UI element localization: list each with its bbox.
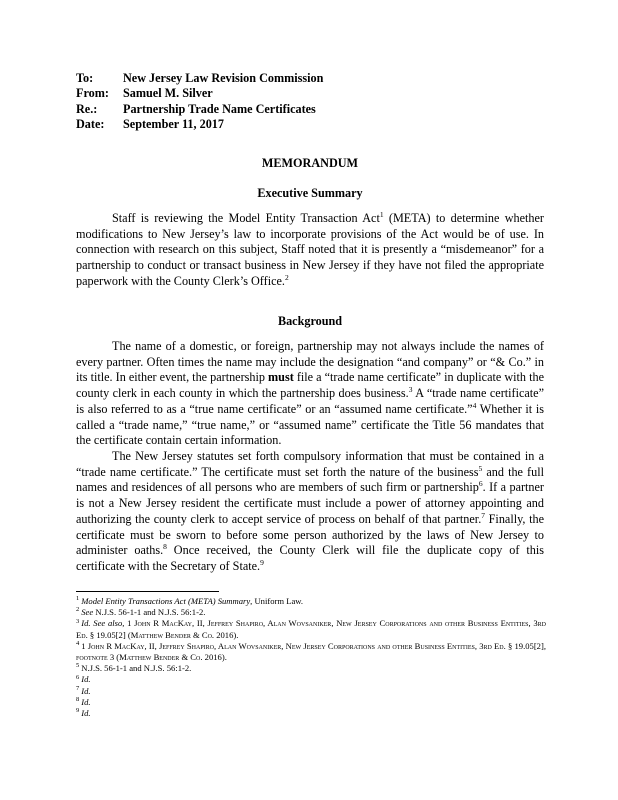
- memo-header: [76, 71, 323, 133]
- date-label: Date:: [76, 117, 105, 132]
- footnote-1: $^1$ Model Entity Transactions Act (META) Summary, Uniform Law.: [76, 595, 304, 606]
- from-label: From:: [76, 86, 109, 101]
- footnote-ref-9[interactable]: 9: [260, 557, 264, 567]
- footnote-9: $^9$ Id.: [76, 707, 91, 719]
- footnote-3: $^3$ Id. See also, 1 John R MacKay, II, Jeffrey Shapiro, Alan Wovsaniker, New Jersey Corporations and other Business Entities, 3rd Ed. § 19.05[2] (Matthew Bender & Co. 2016).: [76, 617, 547, 640]
- footnote-ref-6[interactable]: 6: [478, 479, 483, 489]
- date-value: September 11, 2017: [123, 117, 224, 132]
- footnote-ref-4[interactable]: 4: [472, 400, 477, 410]
- from-value: Samuel M. Silver: [123, 86, 213, 101]
- header-from-row: [76, 86, 323, 101]
- executive-summary-paragraph: Staff is reviewing the Model Entity Transaction Act$^1$ (META) to determine whether modifications to New Jersey’s law to incorporate provisions of the Act would be of use. In connection with research on this subject, Staff noted that it is presently a “misdemeanor” for a partnership to conduct or transact business in New Jersey if they have not filed the appropriate paperwork with the County Clerk’s Office.$^2$: [76, 209, 544, 288]
- background-paragraph-1: The name of a domestic, or foreign, partnership may not always include the names of every partner. Often times the name may include the designation “and company” or “& Co.” in its title. In either event, the partnership must file a “trade name certificate” in duplicate with the county clerk in each county in which the partnership does business.$^3$ A “trade name certificate” is also referred to as a “true name certificate” or an “assumed name certificate.”$^4$ Whether it is called a “trade name,” “true name,” or “assumed name” certificate the Title 56 mandates that the certificate contain certain information.: [76, 339, 544, 448]
- footnote-4: $^4$ 1 John R MacKay, II, Jeffrey Shapiro, Alan Wovsaniker, New Jersey Corporations and other Business Entities, 3rd Ed. § 19.05[2], footnote 3 (Matthew Bender & Co. 2016).: [76, 639, 546, 663]
- footnote-7: $^7$ Id.: [76, 684, 91, 696]
- header-to-row: [76, 71, 323, 86]
- footnote-ref-3[interactable]: 3: [408, 385, 413, 395]
- footnotes: [76, 596, 546, 719]
- to-label: To:: [76, 71, 94, 85]
- to-value: New Jersey Law Revision Commission: [123, 71, 324, 85]
- memo-title: MEMORANDUM: [261, 156, 359, 170]
- footnote-6: $^6$ Id.: [76, 673, 91, 685]
- footnote-ref-1[interactable]: 1: [379, 209, 384, 219]
- background-heading: Background: [277, 314, 343, 328]
- footnote-ref-7[interactable]: 7: [481, 510, 485, 520]
- header-re-row: [76, 102, 323, 117]
- header-date-row: [76, 117, 323, 132]
- re-value: Partnership Trade Name Certificates: [123, 101, 316, 116]
- footnote-ref-5[interactable]: 5: [478, 463, 483, 473]
- footnote-5: $^5$ N.J.S. 56-1-1 and N.J.S. 56:1-2.: [76, 662, 192, 674]
- footnote-2: $^2$ See N.J.S. 56-1-1 and N.J.S. 56:1-2.: [76, 606, 206, 618]
- re-label: Re.:: [76, 101, 98, 116]
- background-paragraph-2: The New Jersey statutes set forth compulsory information that must be contained in a “trade name certificate.” The certificate must set forth the nature of the business$^5$ and the full names and residences of all persons who are members of such firm or partnership$^6$. If a partner is not a New Jersey resident the certificate must include a power of attorney appointing and authorizing the county clerk to accept service of process on behalf of that partner.$^7$ Finally, the certificate must be sworn to before some person authorized by the laws of New Jersey to administer oaths.$^8$ Once received, the County Clerk will file the duplicate copy of this certificate with the Secretary of State.$^9$: [76, 449, 544, 573]
- executive-summary-heading: Executive Summary: [257, 186, 363, 200]
- footnote-8: $^8$ Id.: [76, 695, 91, 707]
- footnote-ref-2[interactable]: 2: [284, 272, 289, 282]
- footnote-divider: [76, 591, 219, 592]
- footnote-ref-8[interactable]: 8: [163, 542, 167, 552]
- emphasis-must: must: [268, 370, 294, 385]
